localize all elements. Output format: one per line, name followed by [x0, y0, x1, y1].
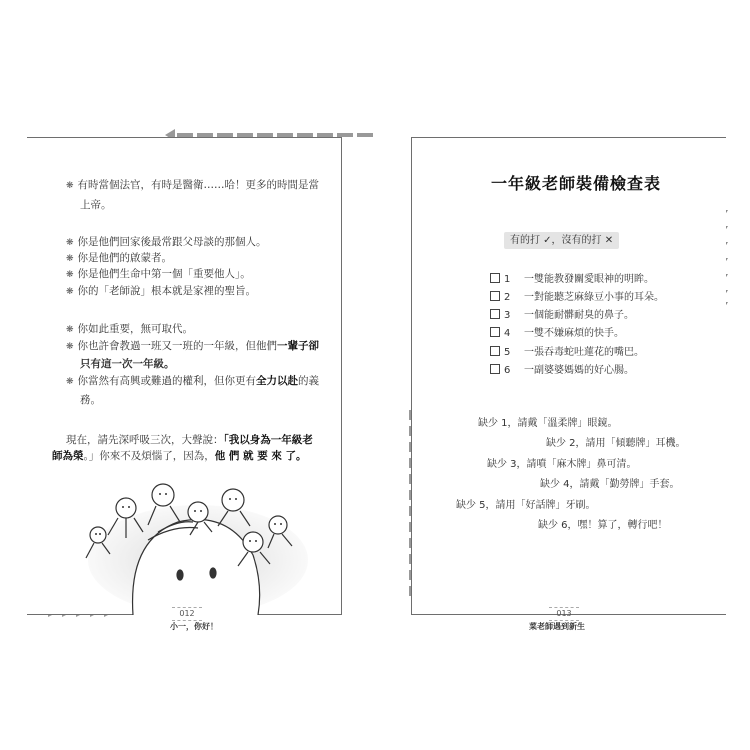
lack-line-1 — [478, 414, 618, 429]
line-text: 你的「老師說」根本就是家裡的聖旨。 — [77, 285, 257, 297]
checklist-item — [490, 288, 664, 303]
checklist-item — [490, 361, 634, 376]
page-title-right: 菜老師遇到新生 — [529, 622, 585, 631]
lack-label: 缺少 1 — [478, 418, 508, 429]
checklist-item — [490, 343, 644, 358]
line-text: 你如此重要，無可取代。 — [77, 323, 194, 335]
page-number-left: 012 — [172, 607, 202, 621]
left-line-6 — [66, 284, 256, 299]
para-bold: 師為榮 — [52, 450, 84, 462]
item-number: 6 — [504, 365, 511, 376]
item-text: 一張吞毒蛇吐蓮花的嘴巴。 — [524, 347, 644, 358]
line-bold: 全力以赴 — [256, 375, 299, 387]
checklist-item — [490, 306, 634, 321]
line-bold: 一輩子卻 — [277, 340, 320, 352]
bullet-icon: ❋ — [66, 287, 74, 297]
dashed-divider — [408, 410, 412, 610]
para-bold: 「我以身為一年級老 — [223, 434, 313, 446]
left-line-11: 務。 — [80, 394, 101, 406]
left-line-7 — [66, 322, 193, 337]
para-bold: 他 們 就 要 來 了。 — [214, 450, 307, 462]
checklist-title: 一年級老師裝備檢查表 — [491, 174, 662, 193]
item-text: 一雙不嫌麻煩的快手。 — [524, 328, 624, 339]
para-line-2 — [52, 449, 307, 463]
bullet-icon: ❋ — [66, 254, 74, 264]
lack-label: 缺少 5 — [456, 500, 486, 511]
left-line-9: 只有這一次一年級。 — [80, 358, 175, 370]
bullet-icon: ❋ — [66, 377, 74, 387]
lack-label: 缺少 3 — [487, 459, 517, 470]
lack-line-2 — [546, 434, 686, 449]
teacher-children-illustration — [78, 480, 308, 615]
checkbox[interactable] — [490, 327, 500, 337]
checklist-item — [490, 324, 624, 339]
bullet-icon: ❋ — [66, 181, 74, 191]
page-title-left: 小一，你好！ — [170, 622, 218, 631]
para-text: 。」你來不及煩惱了，因為， — [83, 450, 215, 462]
item-number: 2 — [504, 292, 511, 303]
lack-label: 缺少 4 — [540, 479, 570, 490]
lack-label: 缺少 6 — [538, 520, 568, 531]
line-text: 你是他們回家後最常跟父母談的那個人。 — [77, 236, 267, 248]
bullet-icon: ❋ — [66, 342, 74, 352]
lack-text: ，請戴「溫柔牌」眼鏡。 — [507, 418, 618, 429]
bullet-icon: ❋ — [66, 270, 74, 280]
bullet-icon: ❋ — [66, 238, 74, 248]
item-text: 一對能聽芝麻綠豆小事的耳朵。 — [524, 292, 664, 303]
left-line-5 — [66, 267, 251, 282]
lack-line-4 — [540, 475, 680, 490]
left-line-1 — [66, 178, 319, 193]
checkbox[interactable] — [490, 291, 500, 301]
lack-line-6 — [538, 516, 668, 531]
item-text: 一雙能教發關愛眼神的明眸。 — [524, 274, 654, 285]
lack-text: ，請用「好話牌」牙刷。 — [485, 500, 596, 511]
lack-text: ，請用「傾聽牌」耳機。 — [575, 438, 686, 449]
line-text: 你是他們的啟蒙者。 — [77, 252, 173, 264]
left-line-3 — [66, 235, 267, 250]
line-text: 你也許會教過一班又一班的一年級，但他們 — [77, 340, 278, 352]
item-number: 3 — [504, 310, 511, 321]
lack-line-3 — [487, 455, 637, 470]
checklist-item — [490, 270, 654, 285]
item-number: 5 — [504, 347, 511, 358]
right-page — [411, 137, 726, 615]
line-text: 你當然有高興或難過的權利，但你更有 — [77, 375, 257, 387]
lack-text: ，請噴「麻木牌」鼻可清。 — [516, 459, 637, 470]
checkbox[interactable] — [490, 364, 500, 374]
checkbox[interactable] — [490, 273, 500, 283]
item-number: 4 — [504, 328, 511, 339]
line-text: 你是他們生命中第一個「重要他人」。 — [77, 268, 251, 280]
left-line-8 — [66, 339, 319, 354]
left-line-4 — [66, 251, 172, 266]
para-line-1 — [66, 433, 313, 447]
item-text: 一副婆婆媽媽的好心腸。 — [524, 365, 634, 376]
page-number-right: 013 — [549, 607, 579, 621]
item-number: 1 — [504, 274, 511, 285]
para-text: 現在，請先深呼吸三次，大聲說： — [66, 434, 224, 446]
line-text: 有時當個法官，有時是醫衛……哈！更多的時間是當 — [77, 179, 320, 191]
lack-text: ，請戴「勤勞牌」手套。 — [569, 479, 680, 490]
lack-line-5 — [456, 496, 596, 511]
left-line-10 — [66, 374, 319, 389]
lack-text: ，嘿！算了，轉行吧！ — [567, 520, 668, 531]
checkbox[interactable] — [490, 346, 500, 356]
item-text: 一個能耐髒耐臭的鼻子。 — [524, 310, 634, 321]
checkbox[interactable] — [490, 309, 500, 319]
left-line-2: 上帝。 — [80, 199, 112, 211]
bullet-icon: ❋ — [66, 325, 74, 335]
lack-label: 缺少 2 — [546, 438, 576, 449]
line-text: 的義 — [298, 375, 320, 387]
checklist-legend: 有的打 ✓，沒有的打 ✕ — [504, 232, 619, 249]
